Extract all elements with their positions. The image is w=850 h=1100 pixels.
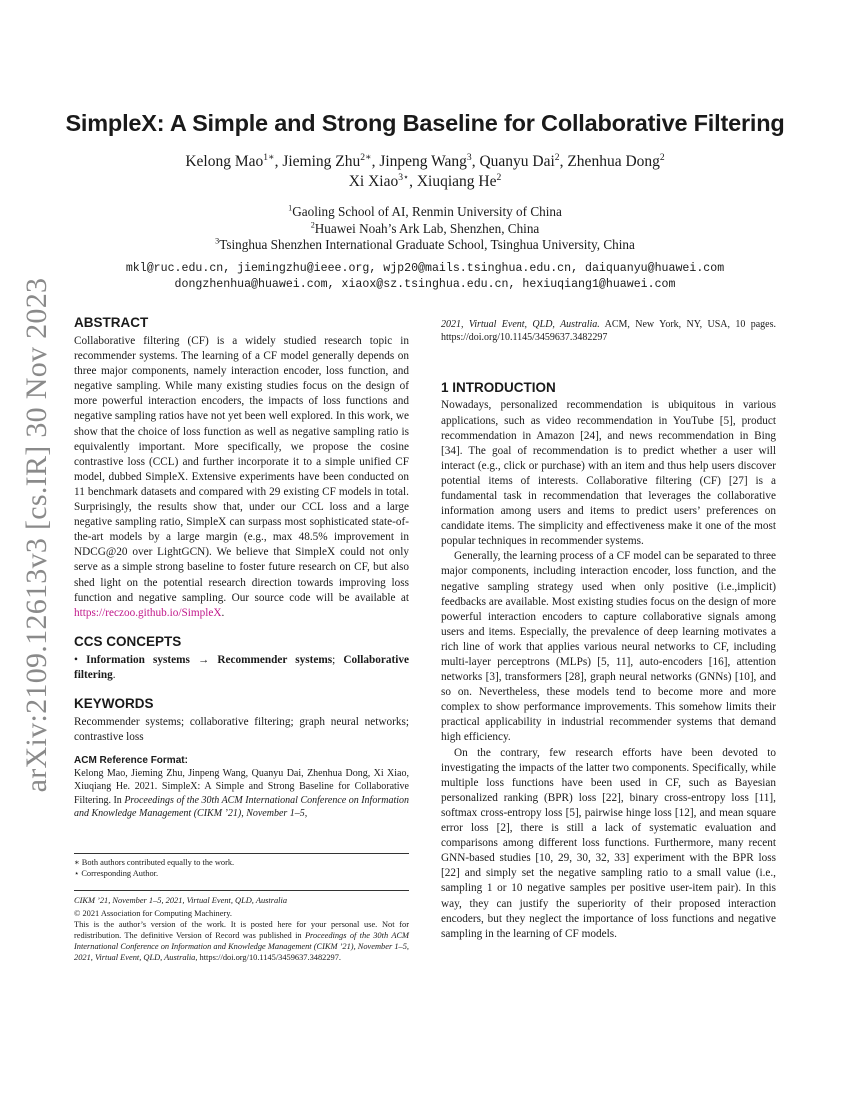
acm-ref-text: Kelong Mao, Jieming Zhu, Jinpeng Wang, Quanyu Dai, Zhenhua Dong, Xi Xiao, Xiuqiang He. 2021. SimpleX: A Simple and Strong Baseline for Collaborative Filtering. In Proceedings of the 30th ACM International Conference on Information and Knowledge Management (CIKM ’21), November 1–5, (74, 768, 410, 819)
abstract-heading: ABSTRACT (74, 315, 149, 330)
intro-paragraph: Nowadays, personalized recommendation is ubiquitous in various applications, such as video recommendation in YouTube [5], product recommendation in Amazon [24], and news recommendation in Bing [34]. The goal of recommendation is to predict whether a user will interact (e.g., click or purchase) with an item and thus help users discover potential items of interests. Collaborative filtering (CF) [27] is a fundamental task in recommendation that leverages the collaborative information among users and items to predict users’ preferences on candidate items. The simplicity and effectiveness make it one of the most popular techniques in recommender systems. (441, 399, 776, 548)
ccs-heading: CCS CONCEPTS (74, 633, 182, 649)
abstract-text: Collaborative filtering (CF) is a widely studied research topic in recommender systems. The learning of a CF model generally depends on three major components, namely interaction encoder, loss function, and negative sampling. While many existing studies focus on the design of more powerful interaction encoders, the impacts of loss functions and negative sampling ratios have not yet been well explored. In this work, we show that the choice of loss function as well as negative sampling ratio is equivalently important. More specifically, we propose the cosine contrastive loss (CCL) and further incorporate it to a simple unified CF model, dubbed SimpleX. Extensive experiments have been conducted on 11 benchmark datasets and compared with 29 existing CF models in total. Surprisingly, the results show that, under our CCL loss and a large negative sampling ratio, SimpleX can surpass most sophisticated state-of-the-art models by a large margin (e.g., max 48.5% improvement in NDCG@20 over LightGCN). We believe that SimpleX could not only serve as a simple strong baseline to foster future research on CF, but also shed light on the potential research direction towards improving loss function and negative sampling. Our source code will be available at https://reczoo.github.io/SimpleX. (74, 335, 409, 619)
intro-paragraph: Generally, the learning process of a CF model can be separated to three major components, including interaction encoder, loss function, and the negative sampling strategy used when only positive (i.e.,implicit) feedbacks are available. Most existing studies focus on the design of more powerful interaction encoders to capture collaborative signals among users and items. Especially, the prevalence of deep learning motivates a rich line of work that applies various neural networks to CF, including multi-layer perceptrons (MLPs) [5, 11], auto-encoders [16], attention networks [3], transformers [28], graph neural networks (GNNs) [10], and so on. Nevertheless, these models tend to become more and more complex to show performance improvements. This somehow limits their practical applicability in industrial recommender systems that demand high efficiency. (441, 550, 776, 744)
introduction-heading: 1 INTRODUCTION (441, 380, 556, 396)
acm-ref-heading: ACM Reference Format: (74, 755, 188, 767)
right-column (441, 318, 776, 942)
intro-paragraph: On the contrary, few research efforts have been devoted to investigating the impacts of the latter two components. Specifically, while multiple loss functions have been used in CF, such as Bayesian personalized ranking (BPR) loss [22], binary cross-entropy loss [11], softmax cross-entropy loss [5], pairwise hinge loss [12], and mean square error loss [2], there is still a lack of systematic evaluation and comparisons among different loss functions. Furthermore, many recent GNN-based studies [10, 29, 30, 32, 33] experiment with the BPR loss [22] and simply set the negative sampling ratio to a small value (i.e., sampling 1 or 10 negative samples per positive user-item pair). In this way, they can justify the superiority of their proposed interaction encoders, but they neglect the importance of loss functions and negative sampling in the learning of CF models. (441, 746, 776, 940)
left-column (74, 315, 409, 820)
source-code-link[interactable]: https://reczoo.github.io/SimpleX (74, 606, 222, 619)
copyright-rule (74, 890, 409, 891)
affiliation: $^2$Huawei Noah’s Ark Lab, Shenzhen, China (310, 220, 540, 236)
copyright-notice: This is the author’s version of the work. It is posted here for your personal use. Not for redistribution. The definitive Version of Record was published in Proceedings of the 30th ACM International Conference on Information and Knowledge Management (CIKM ’21), November 1–5, 2021, Virtual Event, QLD, Australia, https://doi.org/10.1145/3459637.3482297. (74, 920, 410, 962)
footnote-rule (74, 853, 409, 854)
arxiv-stamp-text: arXiv:2109.12613v3 [cs.IR] 30 Nov 2023 (20, 277, 53, 793)
author: Xi Xiao$^{3⋆}$, (348, 171, 417, 190)
copyright-block (74, 895, 409, 963)
author: Xiuqiang He$^2$ (416, 171, 502, 190)
author: Jieming Zhu$^{2∗}$, (282, 151, 380, 170)
keywords-text: Recommender systems; collaborative filtering; graph neural networks; contrastive loss (74, 715, 409, 744)
author: Zhenhua Dong$^2$ (567, 151, 665, 170)
email-line: dongzhenhua@huawei.com, xiaox@sz.tsinghua.edu.cn, hexiuqiang1@huawei.com (174, 278, 676, 291)
paper-title: SimpleX: A Simple and Strong Baseline for Collaborative Filtering (65, 110, 785, 136)
copyright-line: © 2021 Association for Computing Machinery. (74, 909, 232, 918)
affiliation: $^3$Tsinghua Shenzhen International Graduate School, Tsinghua University, China (215, 236, 635, 252)
affiliation: $^1$Gaoling School of AI, Renmin University of China (288, 203, 562, 219)
acm-ref-continued: 2021, Virtual Event, QLD, Australia. ACM, New York, NY, USA, 10 pages. https://doi.org/10.1145/3459637.3482297 (441, 319, 776, 344)
arxiv-stamp (17, 277, 57, 793)
venue-line: CIKM ’21, November 1–5, 2021, Virtual Event, QLD, Australia (74, 896, 288, 905)
author-line-1 (0, 153, 850, 171)
author: Quanyu Dai$^2$, (479, 151, 568, 170)
footnote: ∗ Both authors contributed equally to the work. (74, 858, 235, 867)
keywords-heading: KEYWORDS (74, 695, 154, 711)
footnotes (74, 857, 409, 879)
author: Jinpeng Wang$^3$, (379, 151, 480, 170)
author: Kelong Mao$^{1∗}$, (185, 151, 283, 170)
footnote: ⋆ Corresponding Author. (74, 869, 159, 878)
email-line: mkl@ruc.edu.cn, jiemingzhu@ieee.org, wjp20@mails.tsinghua.edu.cn, daiquanyu@huawei.com (125, 262, 725, 275)
author-line-2 (0, 173, 850, 191)
ccs-text: • Information systems → Recommender systems; Collaborative filtering. (74, 653, 410, 681)
